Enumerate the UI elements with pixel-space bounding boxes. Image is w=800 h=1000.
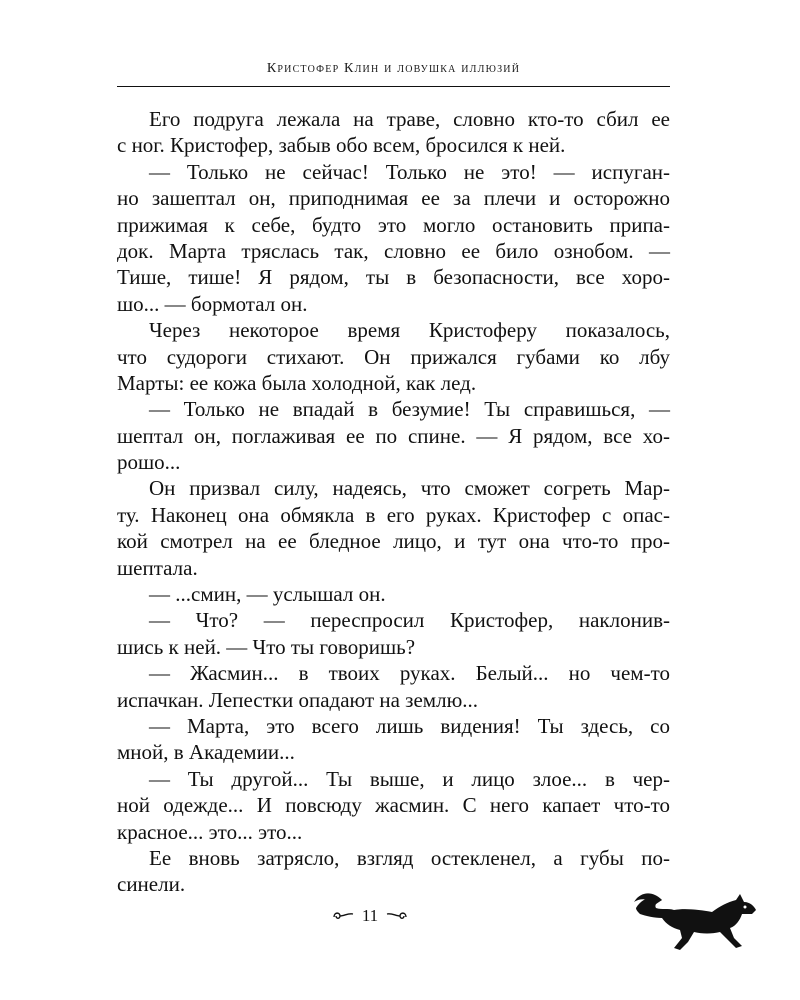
page-body-text [117,106,670,898]
text-line: Его подруга лежала на траве, словно кто-то сбил ее [149,107,670,131]
text-line: шептала. [117,555,198,580]
text-line: — ...смин, — услышал он. [149,582,386,607]
text-line: прижимая к себе, будто это могло остановить припа- [117,212,670,237]
footer-ornament-left-icon [332,908,354,926]
header-rule [117,86,670,87]
text-line: — Жасмин... в твоих руках. Белый... но чем-то [149,661,670,686]
text-line: ту. Наконец она обмякла в его руках. Кристофер с опас- [117,502,670,527]
text-line: шо... — бормотал он. [117,291,308,316]
text-line: Через некоторое время Кристоферу показалось, [149,318,670,343]
text-line: ной одежде... И повсюду жасмин. С него капает что-то [117,793,670,818]
text-line: но зашептал он, приподнимая ее за плечи и осторожно [117,186,670,211]
text-line: Тише, тише! Я рядом, ты в безопасности, все хоро- [117,265,670,290]
text-line: с ног. Кристофер, забыв обо всем, бросился к ней. [117,133,566,158]
running-header: Кристофер Клин и ловушка иллюзий [266,61,521,76]
text-line: — Только не сейчас! Только не это! — испуган- [149,159,670,184]
text-line: Ее вновь затрясло, взгляд остекленел, а губы по- [149,845,670,870]
page-number: 11 [361,906,379,925]
text-line: — Только не впадай в безумие! Ты справишься, — [149,397,670,422]
text-line: что судороги стихают. Он прижался губами ко лбу [117,344,670,369]
text-line: красное... это... это... [117,819,303,844]
text-line: шись к ней. — Что ты говоришь? [117,634,416,659]
text-line: док. Марта тряслась так, словно ее било ознобом. — [117,238,670,263]
text-line: рошо... [117,450,181,475]
text-line: испачкан. Лепестки опадают на землю... [117,687,479,712]
text-line: — Что? — переспросил Кристофер, наклонив- [149,608,670,633]
text-line: кой смотрел на ее бледное лицо, и тут она что-то про- [117,529,670,554]
text-line: Марты: ее кожа была холодной, как лед. [117,370,477,395]
footer-ornament-right-icon [386,908,408,926]
text-line: шептал он, поглаживая ее по спине. — Я рядом, все хо- [117,423,670,448]
text-line: мной, в Академии... [117,740,295,765]
text-line: синели. [117,872,186,897]
page-footer [320,906,420,926]
fox-silhouette-icon [632,888,762,960]
text-line: — Ты другой... Ты выше, и лицо злое... в чер- [149,766,670,791]
text-line: Он призвал силу, надеясь, что сможет согреть Мар- [149,476,670,501]
text-line: — Марта, это всего лишь видения! Ты здесь, со [149,713,670,738]
